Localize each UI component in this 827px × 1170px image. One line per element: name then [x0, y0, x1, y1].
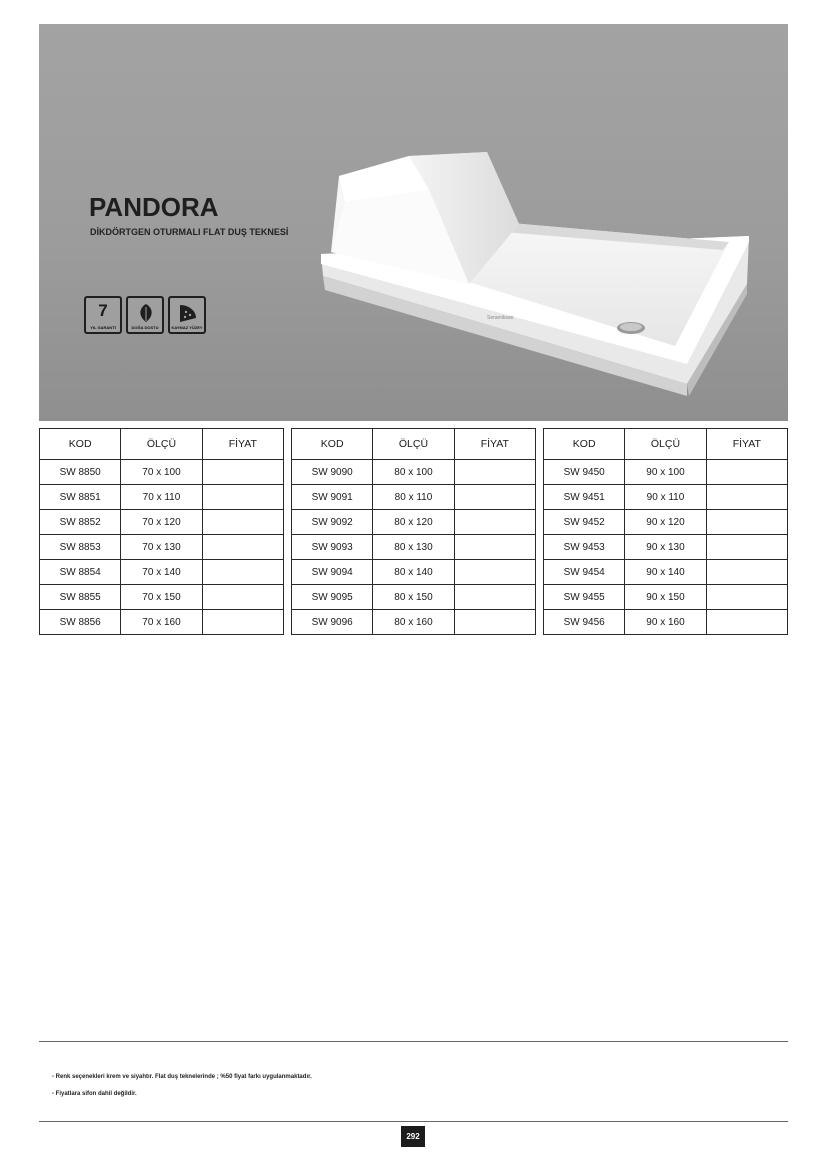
- cell-fiyat: [202, 585, 283, 610]
- price-table: [543, 428, 788, 635]
- cell-olcu: 90 x 100: [625, 460, 706, 485]
- table-row: [40, 585, 284, 610]
- table-row: [40, 460, 284, 485]
- cell-olcu: 70 x 110: [121, 485, 202, 510]
- footer-divider: [39, 1041, 788, 1042]
- table-row: [544, 510, 788, 535]
- cell-kod: SW 9093: [292, 535, 373, 560]
- cell-kod: SW 8855: [40, 585, 121, 610]
- cell-kod: SW 8854: [40, 560, 121, 585]
- cell-kod: SW 9090: [292, 460, 373, 485]
- shower-tray-image: [309, 114, 788, 404]
- cell-fiyat: [454, 585, 535, 610]
- cell-olcu: 80 x 100: [373, 460, 454, 485]
- table-row: [292, 560, 536, 585]
- cell-olcu: 80 x 110: [373, 485, 454, 510]
- cell-kod: SW 9451: [544, 485, 625, 510]
- table-row: [544, 610, 788, 635]
- cell-fiyat: [706, 610, 787, 635]
- cell-olcu: 80 x 130: [373, 535, 454, 560]
- cell-kod: SW 8852: [40, 510, 121, 535]
- cell-kod: SW 8851: [40, 485, 121, 510]
- table-row: [544, 585, 788, 610]
- table-row: [40, 510, 284, 535]
- cell-kod: SW 9095: [292, 585, 373, 610]
- cell-olcu: 90 x 140: [625, 560, 706, 585]
- page-number: 292: [401, 1126, 425, 1147]
- table-row: [40, 485, 284, 510]
- cell-olcu: 80 x 120: [373, 510, 454, 535]
- tray-brand-mark: Seramiksan: [487, 315, 514, 321]
- cell-olcu: 90 x 130: [625, 535, 706, 560]
- table-row: [292, 460, 536, 485]
- cell-kod: SW 9454: [544, 560, 625, 585]
- feature-badges: [84, 296, 206, 334]
- cell-fiyat: [202, 610, 283, 635]
- table-row: [544, 535, 788, 560]
- cell-fiyat: [454, 560, 535, 585]
- column-header-fiyat: FİYAT: [706, 429, 787, 460]
- cell-kod: SW 9452: [544, 510, 625, 535]
- cell-fiyat: [706, 510, 787, 535]
- table-row: [40, 560, 284, 585]
- cell-fiyat: [202, 485, 283, 510]
- eco-badge: [126, 296, 164, 334]
- price-table: [39, 428, 284, 635]
- cell-kod: SW 9453: [544, 535, 625, 560]
- cell-fiyat: [706, 585, 787, 610]
- cell-fiyat: [706, 560, 787, 585]
- cell-fiyat: [454, 610, 535, 635]
- cell-olcu: 70 x 160: [121, 610, 202, 635]
- table-row: [292, 610, 536, 635]
- cell-fiyat: [202, 535, 283, 560]
- cell-olcu: 90 x 150: [625, 585, 706, 610]
- cell-kod: SW 9092: [292, 510, 373, 535]
- warranty-caption: YIL GARANTİ: [90, 325, 116, 330]
- product-title: PANDORA: [89, 192, 219, 222]
- warranty-badge: [84, 296, 122, 334]
- cell-olcu: 70 x 130: [121, 535, 202, 560]
- table-row: [544, 460, 788, 485]
- cell-kod: SW 8856: [40, 610, 121, 635]
- cell-olcu: 90 x 160: [625, 610, 706, 635]
- cell-olcu: 90 x 110: [625, 485, 706, 510]
- price-table: [291, 428, 536, 635]
- cell-fiyat: [706, 535, 787, 560]
- column-header-kod: KOD: [40, 429, 121, 460]
- table-row: [544, 560, 788, 585]
- cell-kod: SW 9091: [292, 485, 373, 510]
- cell-kod: SW 9455: [544, 585, 625, 610]
- cell-fiyat: [706, 485, 787, 510]
- table-row: [292, 535, 536, 560]
- cell-olcu: 70 x 100: [121, 460, 202, 485]
- cell-fiyat: [202, 510, 283, 535]
- cell-olcu: 90 x 120: [625, 510, 706, 535]
- column-header-olcu: ÖLÇÜ: [373, 429, 454, 460]
- cell-fiyat: [454, 510, 535, 535]
- column-header-olcu: ÖLÇÜ: [121, 429, 202, 460]
- cell-kod: SW 8850: [40, 460, 121, 485]
- product-hero: [39, 24, 788, 421]
- table-row: [544, 485, 788, 510]
- footer-notes: [52, 1069, 312, 1103]
- cell-fiyat: [202, 460, 283, 485]
- column-header-olcu: ÖLÇÜ: [625, 429, 706, 460]
- cell-kod: SW 9094: [292, 560, 373, 585]
- note-line: - Fiyatlara sifon dahil değildir.: [52, 1091, 137, 1097]
- cell-fiyat: [454, 485, 535, 510]
- cell-olcu: 80 x 140: [373, 560, 454, 585]
- column-header-kod: KOD: [292, 429, 373, 460]
- cell-fiyat: [454, 460, 535, 485]
- cell-fiyat: [706, 460, 787, 485]
- cell-fiyat: [454, 535, 535, 560]
- cell-fiyat: [202, 560, 283, 585]
- product-subtitle: DİKDÖRTGEN OTURMALI FLAT DUŞ TEKNESİ: [90, 227, 289, 237]
- cell-olcu: 80 x 150: [373, 585, 454, 610]
- warranty-years: 7: [98, 301, 108, 320]
- cell-olcu: 70 x 120: [121, 510, 202, 535]
- cell-olcu: 80 x 160: [373, 610, 454, 635]
- column-header-fiyat: FİYAT: [202, 429, 283, 460]
- table-row: [40, 610, 284, 635]
- non-slip-surface-icon: [177, 302, 199, 324]
- cell-olcu: 70 x 150: [121, 585, 202, 610]
- column-header-kod: KOD: [544, 429, 625, 460]
- table-row: [292, 485, 536, 510]
- non-slip-caption: KAYMAZ YÜZEY: [171, 325, 203, 330]
- cell-kod: SW 9096: [292, 610, 373, 635]
- table-row: [292, 510, 536, 535]
- non-slip-badge: [168, 296, 206, 334]
- eco-leaf-icon: [135, 302, 157, 324]
- cell-kod: SW 9456: [544, 610, 625, 635]
- table-row: [292, 585, 536, 610]
- note-line: - Renk seçenekleri krem ve siyahtır. Flat duş teknelerinde ; %50 fiyat farkı uygulanmaktadır.: [52, 1074, 312, 1080]
- footer-divider: [39, 1121, 788, 1122]
- eco-caption: DOĞA DOSTU: [131, 325, 159, 330]
- cell-olcu: 70 x 140: [121, 560, 202, 585]
- cell-kod: SW 8853: [40, 535, 121, 560]
- table-row: [40, 535, 284, 560]
- column-header-fiyat: FİYAT: [454, 429, 535, 460]
- cell-kod: SW 9450: [544, 460, 625, 485]
